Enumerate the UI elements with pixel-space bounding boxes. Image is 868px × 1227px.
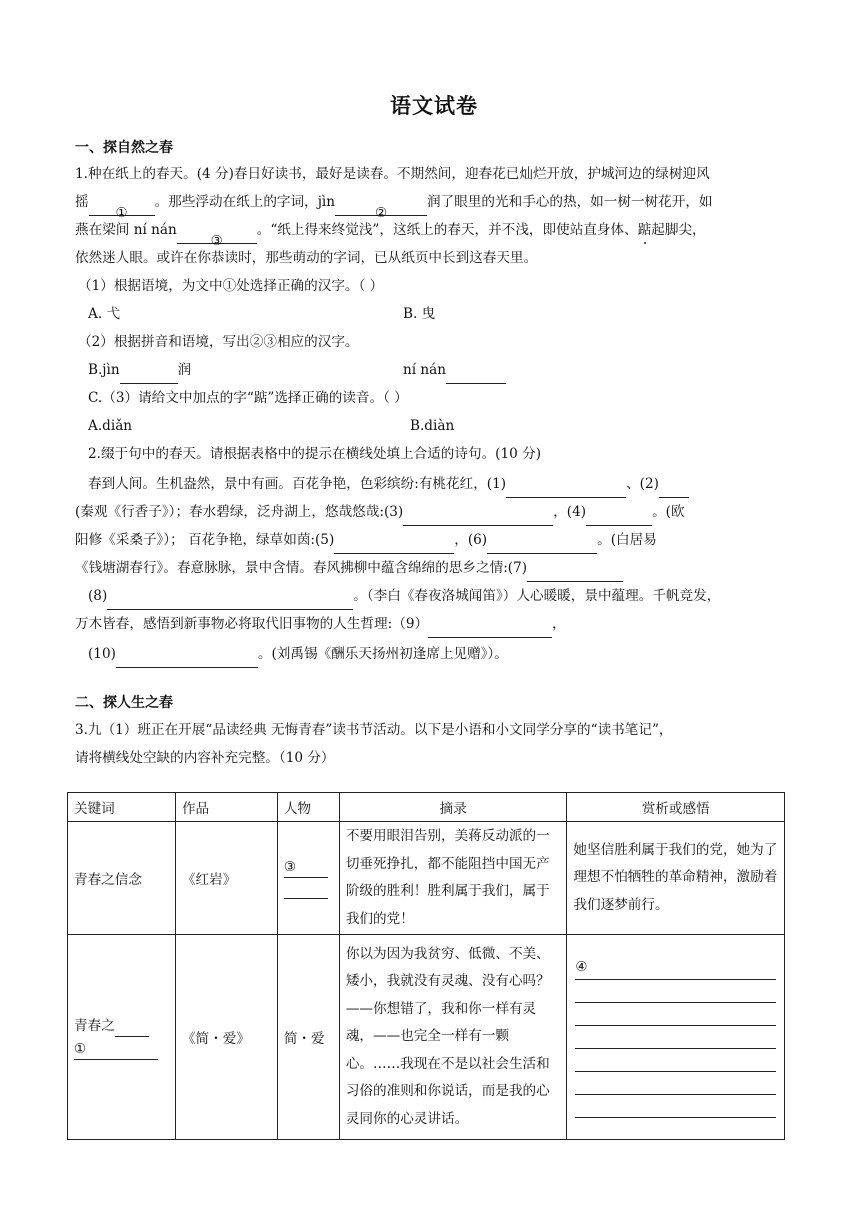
note-line[interactable] [575, 1026, 776, 1049]
q1-sub-1: （1）根据语境，为文中①处选择正确的汉字。（ ） [78, 278, 384, 294]
q2-line-6: (8) 。（李白《春夜洛城闻笛》）人心暖暖，景中蕴理。千帆竞发， [88, 582, 720, 610]
note-line[interactable] [575, 1072, 776, 1095]
q3-line-2: 请将横线处空缺的内容补充完整。（10 分） [75, 750, 335, 766]
q2-line-3: (秦观《行香子》）；春水碧绿，泛舟湖上，悠哉悠哉:(3) ，(4) 。(欧 [75, 498, 685, 526]
q1-line-4: 依然迷人眼。或许在你恭读时，那些萌动的字词，已从纸页中长到这春天里。 [75, 250, 538, 266]
page-title: 语文试卷 [390, 93, 478, 118]
keyword-blank-1[interactable]: ① [74, 1039, 158, 1060]
table-row [68, 822, 785, 935]
q2-line-1: 2.缀于句中的春天。请根据表格中的提示在横线处填上合适的诗句。(10 分) [88, 446, 542, 462]
keyword-cell: 青春之信念 [68, 822, 176, 935]
excerpt-cell: 你以为因为我贫穷、低微、不美、矮小，我就没有灵魂、没有心吗？——你想错了，我和你一样有灵魂，——也完全一样有一颗心。……我现在不是以社会生活和习俗的准则和你说话，而是我的心灵同你的心灵讲话。 [339, 935, 567, 1140]
poem-blank-9[interactable] [428, 621, 552, 638]
q2-line-8: (10) 。(刘禹锡《酬乐天扬州初逢席上见赠》）。 [88, 640, 508, 668]
table-header-row [68, 793, 785, 822]
work-cell: 《简・爱》 [175, 935, 277, 1140]
header-person: 人物 [277, 793, 339, 822]
q1-line-1: 1.种在纸上的春天。(4 分)春日好读书，最好是读春。不期然间，迎春花已灿烂开放，护城河边的绿树迎风 [75, 166, 710, 182]
poem-blank-6[interactable] [487, 537, 597, 554]
poem-blank-3[interactable] [403, 509, 553, 526]
reading-notes-table [67, 792, 785, 1140]
section-heading-2: 二、探人生之春 [75, 695, 173, 711]
note-cell [567, 935, 785, 1140]
blank-1[interactable]: ① [89, 199, 155, 216]
answer-blank-jin[interactable] [120, 367, 178, 384]
work-cell: 《红岩》 [175, 822, 277, 935]
section-heading-1: 一、探自然之春 [75, 140, 173, 156]
excerpt-cell: 不要用眼泪告别，美蒋反动派的一切垂死挣扎，都不能阻挡中国无产阶级的胜利！胜利属于我们，属于我们的党！ [339, 822, 567, 935]
q1-sub-3: C.（3）请给文中加点的字“踮”选择正确的读音。（ ） [88, 390, 408, 406]
note-cell: 她坚信胜利属于我们的党，她为了理想不怕牺牲的革命精神，激励着我们逐梦前行。 [567, 822, 785, 935]
option-b[interactable]: B. 曳 [403, 306, 436, 322]
option-a[interactable]: A. 弋 [88, 306, 121, 322]
header-keyword: 关键词 [68, 793, 176, 822]
dotted-char: 踮 [637, 222, 652, 238]
person-cell: 简・爱 [277, 935, 339, 1140]
keyword-cell: 青春之 ① [68, 935, 176, 1140]
poem-blank-10[interactable] [116, 651, 258, 668]
poem-blank-7[interactable] [527, 565, 623, 582]
note-line[interactable] [575, 980, 776, 1003]
q2-line-4: 阳修《采桑子》）； 百花争艳，绿草如茵:(5) ，(6) 。(白居易 [75, 526, 657, 554]
note-line[interactable] [575, 1049, 776, 1072]
q2-line-7: 万木皆春，感悟到新事物必将取代旧事物的人生哲理:（9） ， [75, 610, 566, 638]
poem-blank-1[interactable] [506, 481, 626, 498]
q2-line-2: 春到人间。生机盎然，景中有画。百花争艳，色彩缤纷:有桃花红，(1) 、(2) [88, 470, 689, 498]
header-work: 作品 [175, 793, 277, 822]
q1-line-2: 摇①。那些浮动在纸上的字词，jìn②润了眼里的光和手心的热，如一树一树花开，如 [75, 194, 713, 221]
q2-line-5: 《钱塘湖春行》。春意脉脉，景中含情。春风拂柳中蕴含绵绵的思乡之情:(7) [75, 554, 623, 582]
pinyin-row-2: ní nán [403, 356, 506, 384]
header-note: 赏析或感悟 [567, 793, 785, 822]
person-blank[interactable]: ③ [284, 857, 328, 878]
note-line[interactable] [575, 1095, 776, 1118]
pinyin-row: B.jìn 润 [88, 356, 191, 384]
q1-line-3: 燕在梁间 ní nán③。“纸上得来终觉浅”，这纸上的春天，并不浅，即使站直身体、踮起脚尖， [75, 222, 706, 249]
note-answer-lines[interactable] [573, 951, 778, 1124]
person-cell [277, 822, 339, 935]
keyword-blank-a[interactable] [115, 1020, 149, 1037]
poem-blank-8[interactable] [107, 593, 353, 610]
poem-blank-2[interactable] [659, 481, 689, 498]
reading-option-a[interactable]: A.diǎn [88, 418, 133, 434]
poem-blank-5[interactable] [334, 537, 454, 554]
q3-line-1: 3.九（1）班正在开展“品读经典 无悔青春”读书节活动。以下是小语和小文同学分享的“读书笔记”， [75, 722, 673, 738]
note-line[interactable]: ④ [575, 957, 776, 980]
table-row [68, 935, 785, 1140]
header-excerpt: 摘录 [339, 793, 567, 822]
poem-blank-4[interactable] [586, 509, 652, 526]
blank-3[interactable]: ③ [177, 227, 257, 244]
blank-2[interactable]: ② [335, 199, 427, 216]
person-blank-2[interactable] [284, 878, 328, 899]
reading-option-b[interactable]: B.diàn [410, 418, 455, 434]
note-line[interactable] [575, 1003, 776, 1026]
answer-blank-ninan[interactable] [446, 367, 506, 384]
q1-sub-2: （2）根据拼音和语境，写出②③相应的汉字。 [78, 334, 359, 350]
